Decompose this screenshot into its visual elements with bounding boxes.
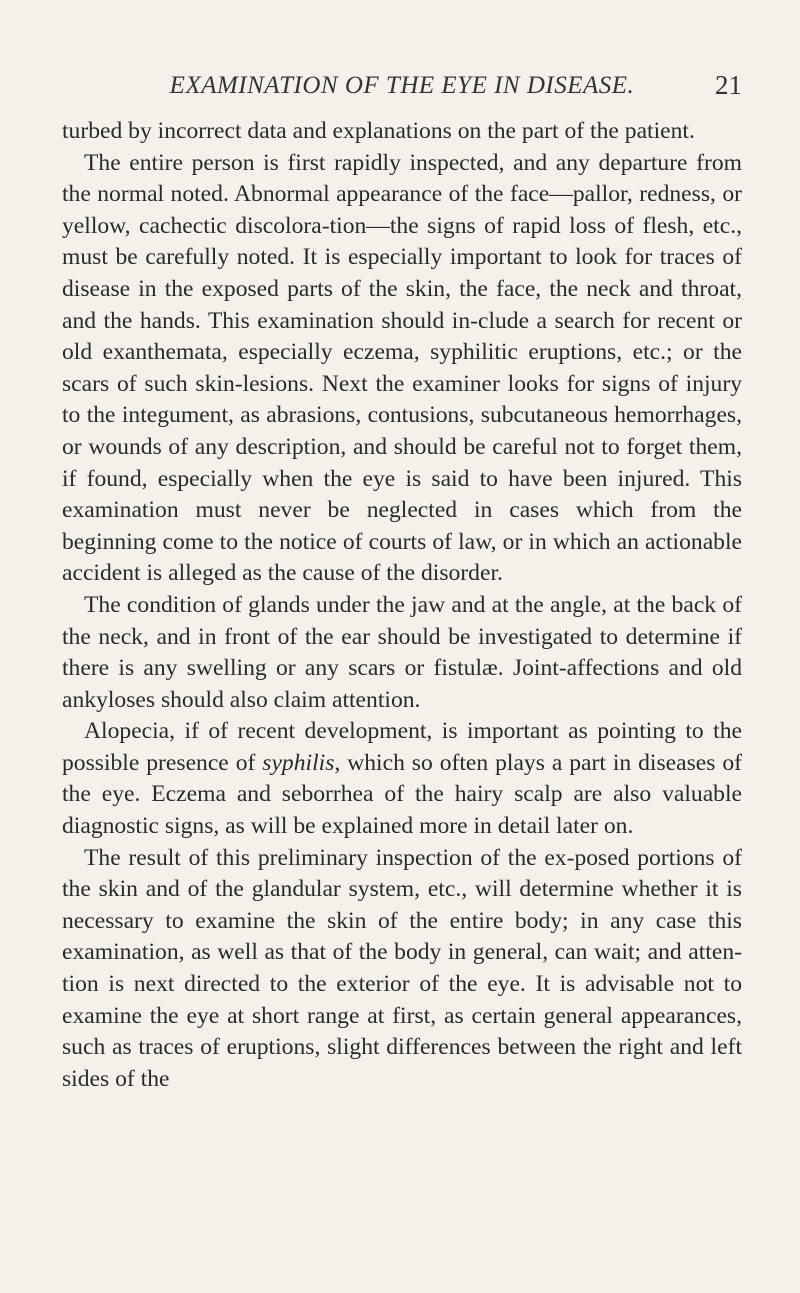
- running-head: [62, 66, 742, 102]
- page-number: 21: [715, 70, 742, 100]
- paragraph-glands: The condition of glands under the jaw and at the angle, at the back of the neck, and in front of the ear should be investigated to determine if there is any swelling or any scars or fistulæ. Joint-affections and old ankyloses should also claim attention.: [62, 591, 742, 713]
- paragraph-preliminary-inspection: The result of this preliminary inspection of the ex-posed portions of the skin and of the glandular system, etc., will determine whether it is necessary to examine the skin of the entire body; in any case this examination, as well as that of the body in general, can wait; and atten-tion is next directed to the exterior of the eye. It is advisable not to examine the eye at short range at first, as certain general appearances, such as traces of eruptions, slight differences between the right and left sides of the: [62, 844, 742, 1092]
- running-title: EXAMINATION OF THE EYE IN DISEASE.: [169, 72, 635, 99]
- alopecia-text-after: , which so often plays a part in diseases of the eye. Eczema and seborrhea of the hairy scalp are also valuable diagnostic signs, as will be explained more in detail later on.: [62, 749, 742, 840]
- syphilis-emphasis: syphilis: [262, 749, 335, 776]
- paragraph-alopecia: [62, 716, 742, 842]
- alopecia-text-before: Alopecia, if of recent development, is important as pointing to the possible presence of: [62, 718, 742, 776]
- paragraph-general-inspection: The entire person is first rapidly inspected, and any departure from the normal noted. Abnormal appearance of the face—pallor, redness, or yellow, cachectic discolora-tion—the signs of rapid loss of flesh, etc., must be carefully noted. It is especially important to look for traces of disease in the exposed parts of the skin, the face, the neck and throat, and the hands. This examination should in-clude a search for recent or old exanthemata, especially eczema, syphilitic eruptions, etc.; or the scars of such skin-lesions. Next the examiner looks for signs of injury to the integument, as abrasions, contusions, subcutaneous hemorrhages, or wounds of any description, and should be careful not to forget them, if found, especially when the eye is said to have been injured. This examination must never be neglected in cases which from the beginning come to the notice of courts of law, or in which an actionable accident is alleged as the cause of the disorder.: [62, 149, 742, 587]
- paragraph-continuation: turbed by incorrect data and explanations on the part of the patient.: [62, 118, 695, 144]
- body-text: [62, 116, 742, 1095]
